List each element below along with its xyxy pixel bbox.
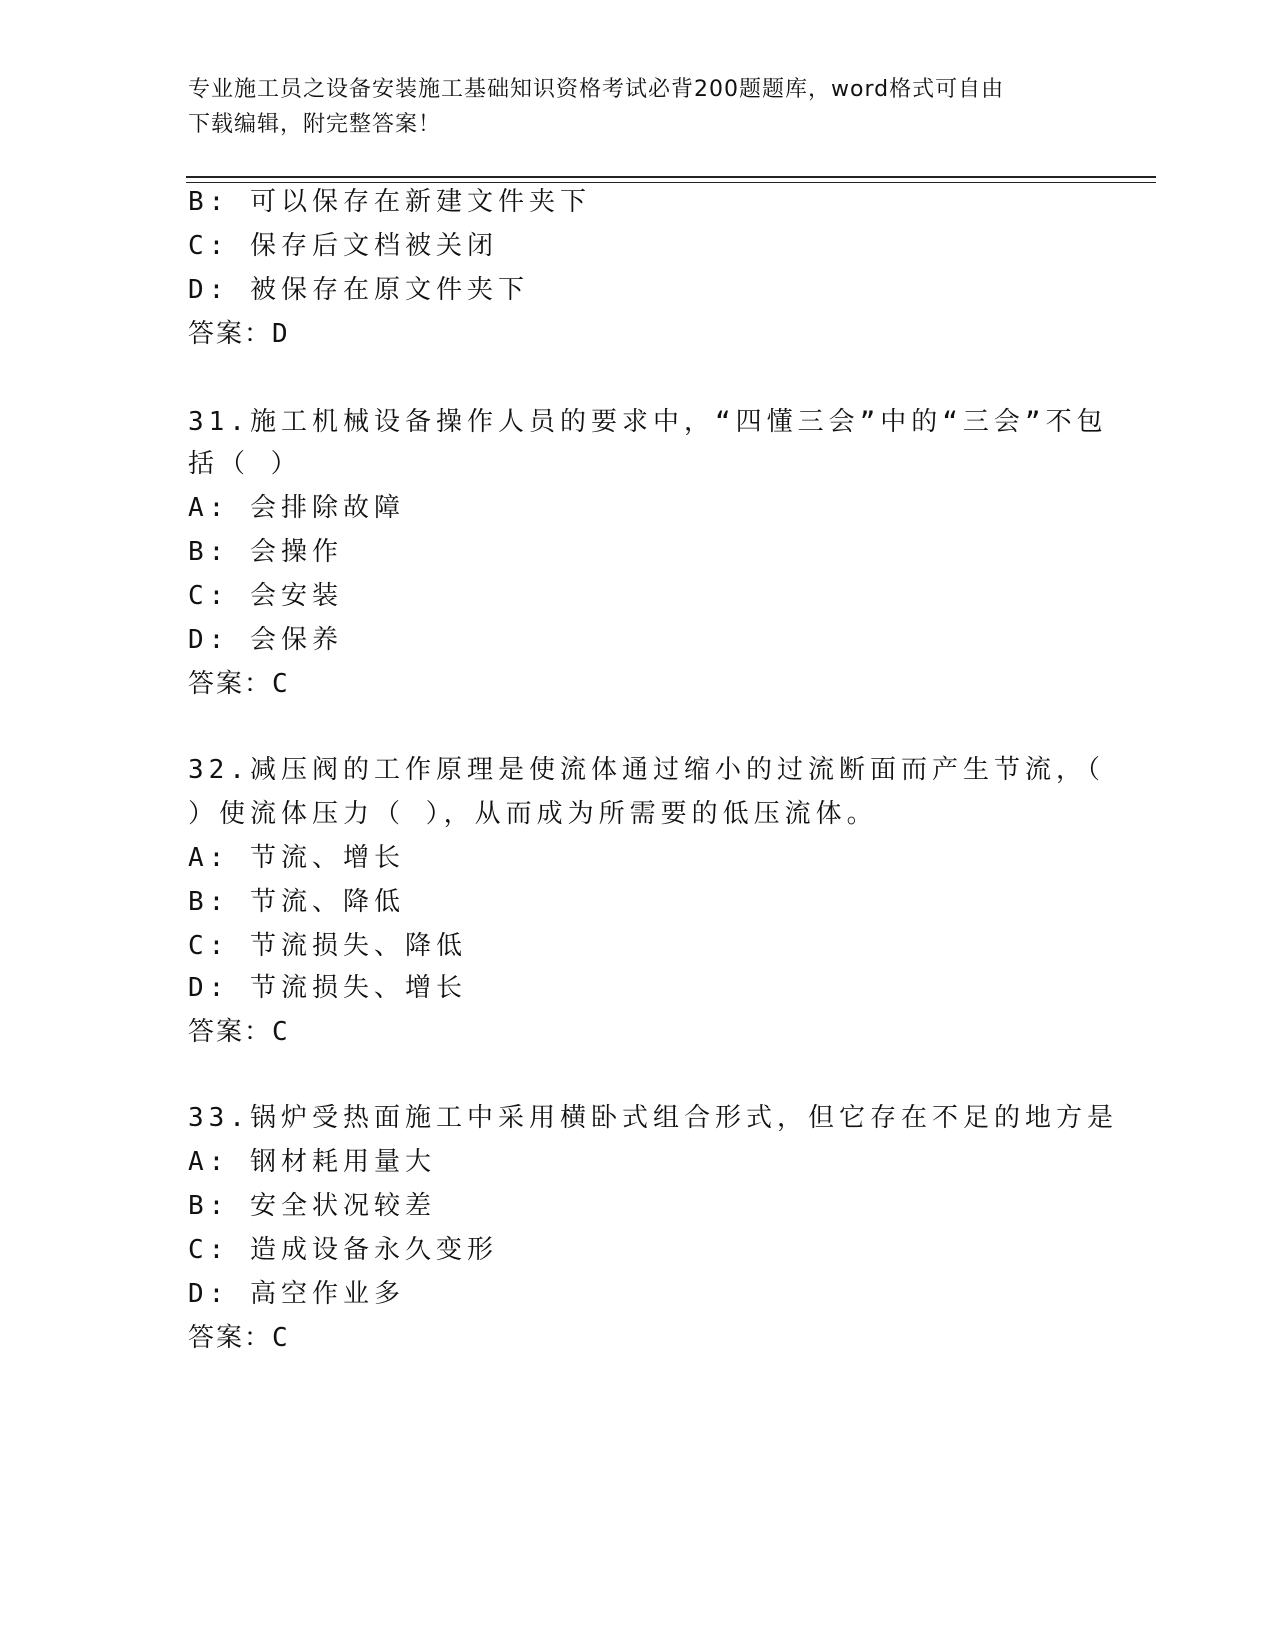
question-32-option-b: B: 节流、降低 — [188, 887, 405, 917]
question-31-option-d: D: 会保养 — [188, 625, 343, 655]
question-33-option-c: C: 造成设备永久变形 — [188, 1235, 498, 1265]
header-line-2: 下载编辑，附完整答案！ — [188, 112, 442, 137]
question-32-option-d: D: 节流损失、增长 — [188, 973, 467, 1003]
question-32-option-c: C: 节流损失、降低 — [188, 931, 467, 961]
question-33-stem: 33.锅炉受热面施工中采用横卧式组合形式，但它存在不足的地方是 — [188, 1103, 1118, 1133]
question-32-stem: 32.减压阀的工作原理是使流体通过缩小的过流断面而产生节流，（ — [188, 755, 1105, 785]
question-33-option-d: D: 高空作业多 — [188, 1279, 405, 1309]
question-32-option-a: A: 节流、增长 — [188, 843, 405, 873]
question-32-answer: 答案：C — [188, 1017, 290, 1047]
question-33-option-a: A: 钢材耗用量大 — [188, 1147, 436, 1177]
question-31-stem: 31.施工机械设备操作人员的要求中，“四懂三会”中的“三会”不包 — [188, 407, 1108, 437]
option-b: B: 可以保存在新建文件夹下 — [188, 187, 591, 217]
question-31-answer: 答案：C — [188, 669, 290, 699]
option-d: D: 被保存在原文件夹下 — [188, 275, 529, 305]
header-line-1: 专业施工员之设备安装施工基础知识资格考试必背200题题库，word格式可自由 — [188, 77, 1005, 102]
question-31-option-a: A: 会排除故障 — [188, 493, 405, 523]
question-31-stem-cont: 括（ ） — [188, 449, 302, 479]
question-33-answer: 答案：C — [188, 1323, 290, 1353]
document-header — [188, 72, 1068, 142]
header-divider-thick — [186, 176, 1156, 178]
option-c: C: 保存后文档被关闭 — [188, 231, 498, 261]
answer-label: 答案：D — [188, 319, 290, 349]
question-31-option-b: B: 会操作 — [188, 537, 343, 567]
question-33-option-b: B: 安全状况较差 — [188, 1191, 436, 1221]
question-32-stem-cont: ）使流体压力（ ），从而成为所需要的低压流体。 — [188, 799, 878, 829]
question-31-option-c: C: 会安装 — [188, 581, 343, 611]
